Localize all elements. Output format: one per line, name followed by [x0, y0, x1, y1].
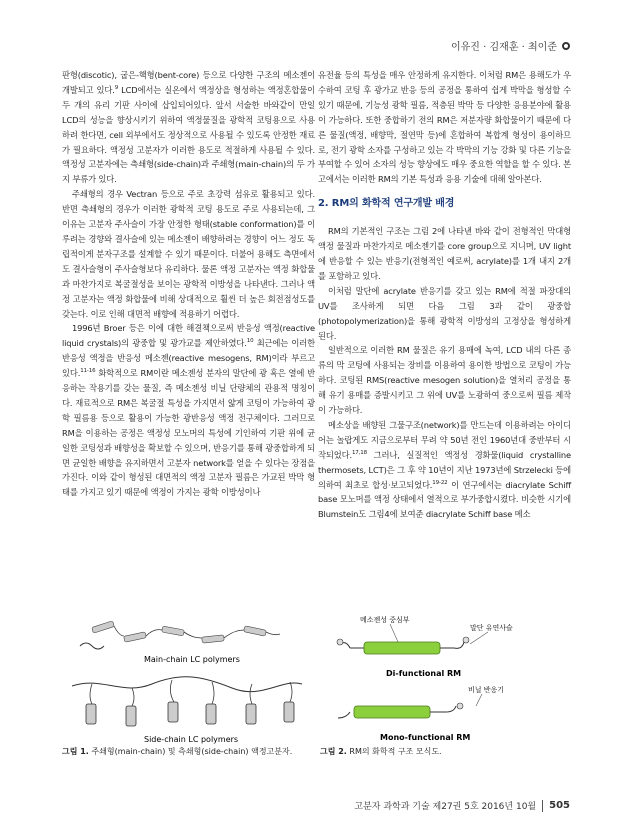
section-heading: 2. RM의 화학적 연구개발 배경 [318, 198, 455, 210]
paragraph: RM의 기본적인 구조는 그림 2에 나타낸 바와 같이 전형적인 막대형 액정 물질과 마찬가지로 메소젠기를 core group으로 지니며, UV light에 반응할 수 있는 반응기(전형적인 예로써, acrylate)를 1개 내지 2개를 포함하고 있다. [318, 226, 571, 281]
main-chain-backbone [80, 643, 104, 649]
journal-info: 고분자 과학과 기술 제27권 5호 2016년 10월 [354, 802, 537, 812]
end-chain-label: 말단 유연사슬 [470, 624, 513, 632]
page-number: 505 [549, 800, 570, 811]
running-header [451, 38, 570, 53]
figure-1-caption: 그림 1. 주쇄형(main-chain) 및 측쇄형(side-chain) 액정고분자. [62, 747, 293, 756]
main-chain-label: Main-chain LC polymers [144, 655, 240, 664]
figure-2-rm-structure [320, 612, 570, 746]
paragraph: 이처럼 말단에 acrylate 반응기를 갖고 있는 RM에 적절 파장대의 UV를 조사하게 되면 다음 그림 3과 같이 광중합(photopolymerization)을 통해 광학적 이방성의 고정상을 형성하게 된다. [318, 285, 571, 341]
right-column [318, 68, 571, 522]
paragraph: 판형(discotic), 굽은-핵형(bent-core) 등으로 다양한 구조의 메소젠이 개발되고 있다.$^9$ LCD에서는 실온에서 액정상을 형성하는 액정혼합물이 두 개의 유리 기판 사이에 삽입되어있다. 앞서 서술한 바와같이 만일 LCD의 성능을 향상시키기 위하여 액정물질을 광학적 코팅용으로 사용하려 한다면, cell 외부에서도 정상적으로 사용될 수 있도록 안정한 재료가 필요하다. 액정성 고분자가 이러한 용도로 적절하게 사용될 수 있다. 액정성 고분자에는 측쇄형(side-chain)과 주쇄형(main-chain)의 두 가지 부류가 있다. [62, 70, 315, 185]
paragraph: 메소상을 배향된 그물구조(network)를 만드는데 이용하려는 아이디어는 놀랍게도 지금으로부터 무려 약 50년 전인 1960년대 중반부터 시작되었다.$^{17,18}$ 그러나, 실질적인 액정성 경화물(liquid crystalline thermosets, LCT)은 그 후 약 10년이 지난 1973년에 Strzelecki 등에 의하여 최초로 합성·보고되었다.$^{19-22}$ 이 연구에서는 diacrylate Schiff base 모노머를 액정 상태에서 열적으로 부가중합시켰다. 비슷한 시기에 Blumstein도 그림4에 보여준 diacrylate Schiff base 메소 [318, 419, 571, 520]
reactive-group-label: 비닐 반응기 [468, 686, 505, 694]
header-authors: 이유진 · 김재훈 · 최이준 [450, 42, 557, 53]
di-functional-rm-diagram [337, 637, 469, 654]
left-column [62, 68, 315, 500]
paragraph: 1996년 Broer 등은 이에 대한 해결책으로써 반응성 액정(reactive liquid crystals)의 광중합 및 광가교를 제안하였다.$^{10}$ 최근에는 이러한 반응성 액정을 반응성 메소젠(reactive mesogens, RM)이라 부르고 있다.$^{11-16}$ 화학적으로 RM이란 메소젠성 분자의 말단에 광 혹은 열에 반응하는 작용기를 갖는 물질, 즉 메소젠성 비닐 단량체의 관용적 명칭이다. 재료적으로 RM은 복굴절 특성을 가지면서 얇게 코팅이 가능하여 광학 필름용 등으로 활용이 가능한 광반응성 액정 전구체이다. 그러므로 RM을 이용하는 공정은 액정성 모노머의 특성에 기인하여 기판 위에 균일한 코팅성과 배향성을 확보할 수 있으며, 반응기를 통해 광중합하게 되면 균일한 배향을 유지하면서 고분자 network를 얻을 수 있다는 장점을 가진다. 이와 같이 형성된 대면적의 액정 고분자 필름은 가교된 박막 형태를 가지고 있기 때문에 액정이 가지는 광학 이방성이나 [62, 323, 315, 498]
page-footer [354, 799, 570, 812]
mono-functional-label: Mono-functional RM [380, 733, 471, 742]
mesogen-core-label: 메소젠성 중심부 [360, 616, 410, 624]
side-chain-backbone [72, 677, 302, 692]
side-chain-label: Side-chain LC polymers [144, 735, 239, 744]
paragraph: 주쇄형의 경우 Vectran 등으로 주로 초강력 섬유로 활용되고 있다. 반면 측쇄형의 경우가 이러한 광학적 코팅 용도로 주로 사용되는데, 그 이유는 고분자 주사슬이 가장 안정한 형태(stable conformation)를 이루려는 경향와 결사슬에 있는 메소젠이 배향하려는 경향이 어느 정도 독립적이게 분자구조를 설계할 수 있기 때문이다. 더불어 용해도 측면에서도 결사슬형이 주사슬형보다 유리하다. 물론 액정 고분자는 액정 화합물과 마찬가지로 복굴절성을 보이는 광학적 이방성을 나타낸다. 그러나 액정 고분자는 액정 화합물에 비해 상대적으로 훨씬 더 높은 회전점성도를 갖는다. 이로 인해 대면적 배향에 적용하기 어렵다. [62, 189, 315, 319]
figure-1-lc-polymers [62, 618, 312, 748]
figure-2-caption: 그림 2. RM의 화학적 구조 모식도. [320, 747, 442, 756]
mono-functional-rm-diagram [338, 703, 463, 718]
paragraph: 유전율 등의 특성을 매우 안정하게 유지한다. 이처럼 RM은 용해도가 우수하여 코팅 후 광가교 반응 등의 공정을 통하여 쉽게 박막을 형성할 수 있기 때문에, 기능성 광학 필름, 적층된 박막 등 다양한 응용분야에 활용이 가능하다. 또한 중합하기 전의 RM은 저분자량 화합물이기 때문에 다른 물질(액정, 배향막, 절연막 등)에 혼합하여 복합계 형성이 용이하므로, 전기 광학 소자를 구성하고 있는 각 박막의 기능 강화 및 다른 기능을 부여할 수 있어 소자의 성능 향상에도 매우 중요한 역할을 할 수 있다. 본 고에서는 이러한 RM의 기본 특성과 응용 기술에 대해 알아본다. [318, 70, 571, 185]
footer-divider [542, 800, 543, 812]
circle-icon [562, 42, 570, 50]
paragraph: 일반적으로 이러한 RM 물질은 유기 용매에 녹여, LCD 내의 다른 종류의 막 코팅에 사용되는 장비를 이용하여 용이한 방법으로 코팅이 가능하다. 코팅된 RMS(reactive mesogen solution)을 열처리 공정을 통해 유기 용매를 증발시키고 그 위에 UV를 노광하여 중으로써 필름 제작이 가능하다. [318, 345, 571, 416]
di-functional-label: Di-functional RM [386, 669, 462, 678]
